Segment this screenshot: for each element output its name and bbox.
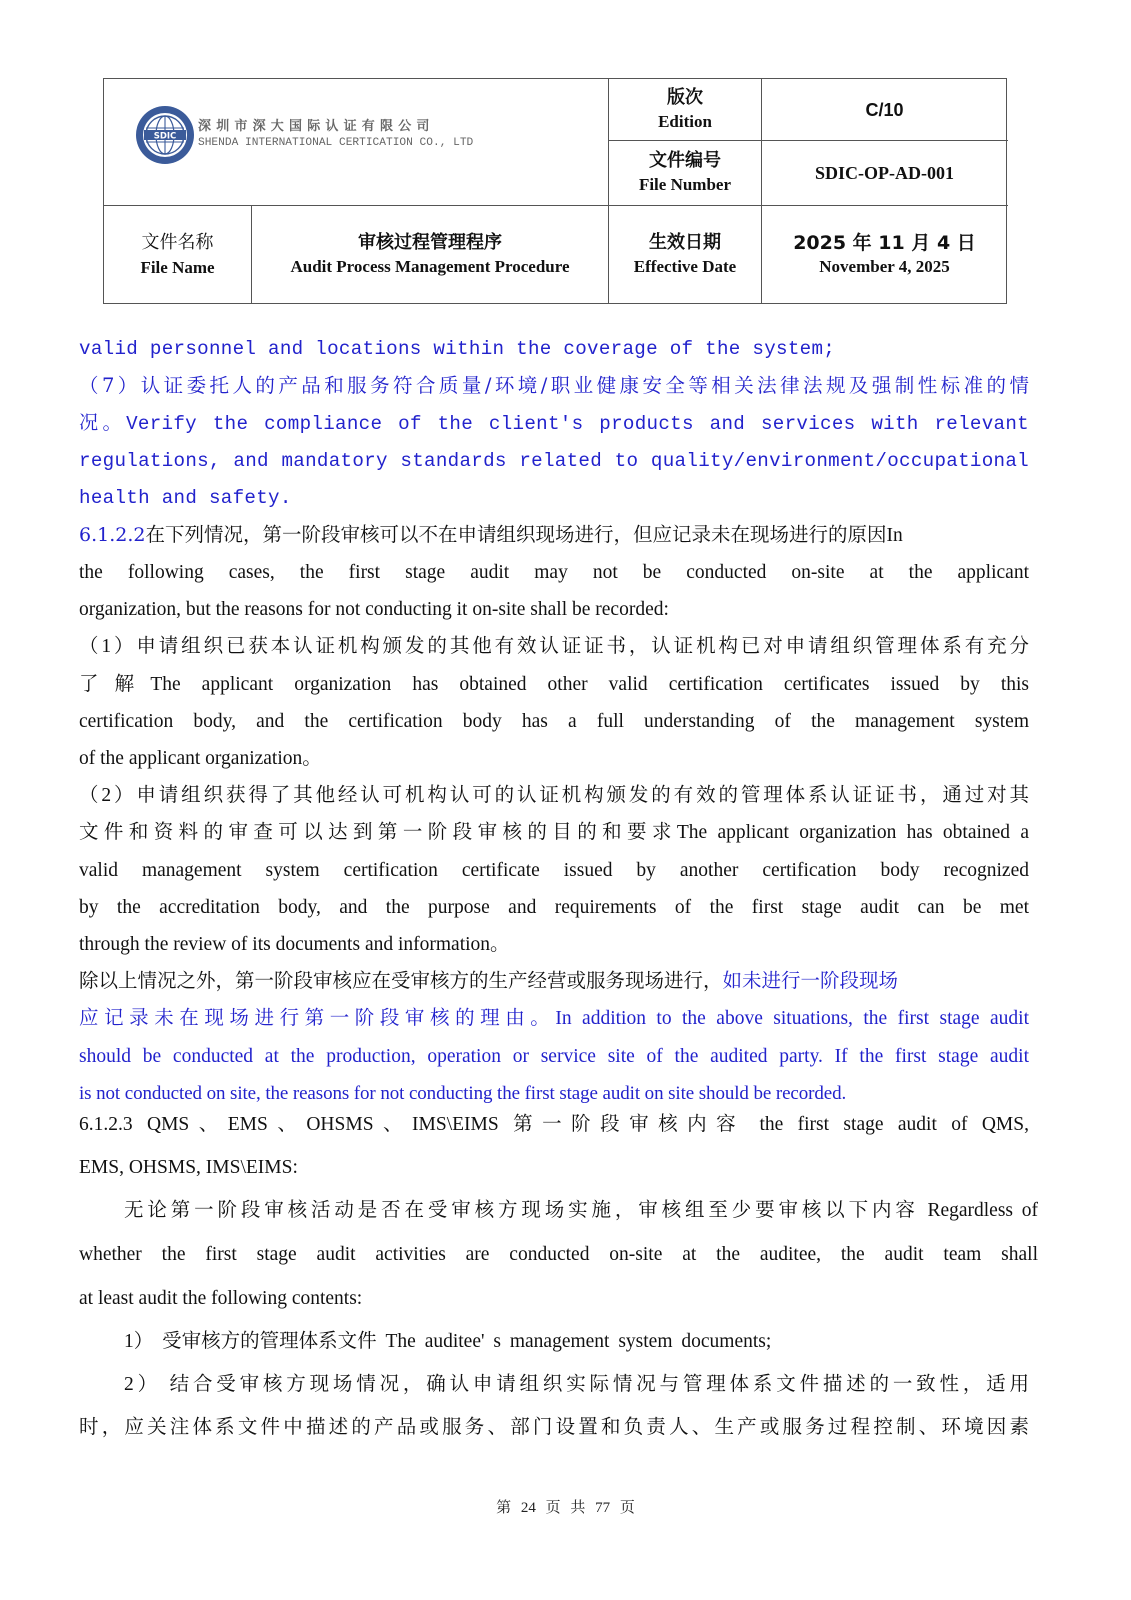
- body-line: [79, 969, 1029, 995]
- file-name-label-en: File Name: [140, 257, 215, 277]
- body-line: should be conducted at the production, operation or service site of the audited party. If the first stage audit: [79, 1046, 1029, 1067]
- edition-value: C/10: [865, 99, 904, 120]
- body-line: regulations, and mandatory standards related to quality/environment/occupational: [79, 450, 1029, 472]
- file-name-value-cell: [252, 206, 608, 303]
- file-name-label-zh: 文件名称: [141, 231, 214, 253]
- file-name-label-cell: [104, 206, 251, 303]
- body-line: 况。Verify the compliance of the client's products and services with relevant: [79, 413, 1029, 435]
- effective-date-value-zh: 2025 年 11 月 4 日: [793, 231, 976, 254]
- list-item: 2） 结合受审核方现场情况，确认申请组织实际情况与管理体系文件描述的一致性，适用: [124, 1374, 1029, 1395]
- body-line: of the applicant organization。: [79, 748, 322, 769]
- body-line: 无论第一阶段审核活动是否在受审核方现场实施，审核组至少要审核以下内容 Regardless of: [124, 1200, 1038, 1221]
- body-text-highlight: 如未进行一阶段现场: [722, 971, 899, 992]
- logo-text: SDIC: [153, 131, 177, 142]
- body-line: organization, but the reasons for not conducting it on-site shall be recorded:: [79, 599, 669, 620]
- edition-value-cell: [762, 79, 1007, 140]
- body-line: health and safety.: [79, 487, 292, 509]
- body-line: （2）申请组织获得了其他经认可机构认可的认证机构颁发的有效的管理体系认证证书，通过对其: [79, 785, 1029, 806]
- body-line: 了解The applicant organization has obtained other valid certification certificates issued by this: [79, 674, 1029, 695]
- body-line: through the review of its documents and information。: [79, 934, 510, 955]
- list-item: 1） 受审核方的管理体系文件 The auditee' s management system documents;: [124, 1331, 772, 1352]
- file-number-label-zh: 文件编号: [649, 150, 721, 171]
- body-line: 文件和资料的审查可以达到第一阶段审核的目的和要求The applicant organization has obtained a: [79, 822, 1029, 843]
- body-line: whether the first stage audit activities are conducted on-site at the auditee, the audit team shall: [79, 1244, 1038, 1265]
- page-number: 第 24 页 共 77 页: [496, 1500, 635, 1516]
- body-line: at least audit the following contents:: [79, 1288, 363, 1309]
- clause-6-1-2-2: [79, 522, 1029, 549]
- body-line: （7）认证委托人的产品和服务符合质量/环境/职业健康安全等相关法律法规及强制性标准的情: [79, 374, 1029, 397]
- file-name-value-zh: 审核过程管理程序: [358, 231, 502, 253]
- clause-number: 6.1.2.2: [79, 524, 146, 546]
- body-line: EMS, OHSMS, IMS\EIMS:: [79, 1157, 298, 1178]
- body-line: 应记录未在现场进行第一阶段审核的理由。In addition to the above situations, the first stage audit: [79, 1008, 1029, 1029]
- body-line: is not conducted on site, the reasons for not conducting the first stage audit on site should be recorded.: [79, 1083, 847, 1104]
- body-line: the following cases, the first stage audit may not be conducted on-site at the applicant: [79, 562, 1029, 583]
- body-line: valid management system certification certificate issued by another certification body recognized: [79, 860, 1029, 881]
- effective-date-label-zh: 生效日期: [649, 231, 721, 253]
- file-number-value-cell: [762, 141, 1007, 205]
- body-line: （1）申请组织已获本认证机构颁发的其他有效认证证书，认证机构已对申请组织管理体系有充分: [79, 636, 1029, 657]
- file-number-label-cell: [609, 141, 761, 205]
- file-name-value-en: Audit Process Management Procedure: [290, 256, 570, 276]
- file-number-value: SDIC-OP-AD-001: [815, 163, 954, 183]
- company-name-zh: 深圳市深大国际认证有限公司: [198, 119, 435, 134]
- body-text: 除以上情况之外，第一阶段审核应在受审核方的生产经营或服务现场进行，: [79, 971, 723, 992]
- sdic-logo-icon: [134, 104, 196, 166]
- file-number-label-en: File Number: [638, 175, 732, 194]
- effective-date-label-cell: [609, 206, 761, 303]
- edition-label-zh: 版次: [667, 86, 703, 108]
- edition-label-cell: [609, 79, 761, 140]
- effective-date-value-cell: [762, 206, 1007, 303]
- body-line: certification body, and the certification body has a full understanding of the management system: [79, 711, 1029, 732]
- edition-label-en: Edition: [658, 111, 712, 131]
- clause-6-1-2-3: 6.1.2.3 QMS、EMS、OHSMS、IMS\EIMS 第一阶段审核内容 the first stage audit of QMS,: [79, 1114, 1029, 1135]
- body-line: by the accreditation body, and the purpose and requirements of the first stage audit can be met: [79, 897, 1029, 918]
- document-header-table: [103, 78, 1007, 304]
- clause-text: 在下列情况，第一阶段审核可以不在申请组织现场进行，但应记录未在现场进行的原因In: [145, 525, 903, 546]
- company-name-en: SHENDA INTERNATIONAL CERTICATION CO., LTD: [198, 137, 474, 149]
- body-line: 时，应关注体系文件中描述的产品或服务、部门设置和负责人、生产或服务过程控制、环境因素: [79, 1417, 1029, 1438]
- body-line: valid personnel and locations within the coverage of the system;: [79, 338, 836, 360]
- effective-date-value-en: November 4, 2025: [819, 256, 950, 276]
- effective-date-label-en: Effective Date: [633, 256, 737, 276]
